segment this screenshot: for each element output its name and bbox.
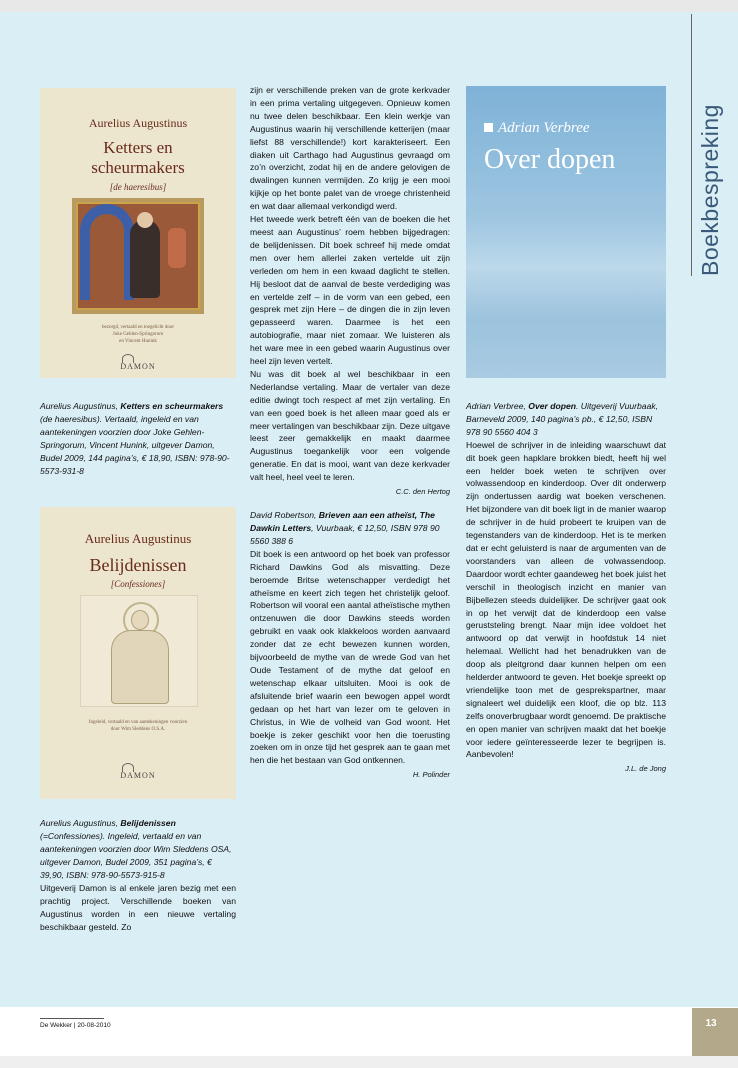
verbree-review-text: Hoewel de schrijver in de inleiding waarschuwt dat dit boek geen hapklare brokken biedt, heeft hij wel een helder boek weten te schrijven over volwassendoop en kinderdoop. Over dit onderwerp zijn ondertussen aardig wat boeken verschenen. Het bijzondere van dit boek ligt in de manier waarop de schrijver in de huid probeert te kruipen van de tegenstanders van de kinderdoop. Het is te merken dat er echt geluisterd is naar de argumenten van de voorstanders van alleen de volwassendoop. Daardoor wordt echter gaandeweg het boek juist het verschil in theologisch inzicht en manier van Bijbellezen steeds duidelijker. De schrijver gaat ook in op het verwijt dat de kinderdoop een valse geruststeling brengt. Naar mijn idee voldoet het antwoord op dat verwijt in hoofdstuk 14 niet helemaal. Wellicht had het benadrukken van de doop als pleitgrond daar kunnen helpen om een helderder antwoord te geven. Het boekje spreekt op vriendelijke toon met de gesprekspartner, maar signaleert wel duidelijk een kloof, die op blz. 113 zelfs onoverbrugbaar wordt genoemd. De praktische en open manier van schrijven maakt dat het boekje voor iedere geïnteresseerde lezer te begrijpen is. Aanbevolen! [466, 439, 666, 760]
illumination-face [137, 212, 153, 228]
cover-publisher: DAMON [120, 362, 156, 371]
illumination-letter-shape [80, 204, 134, 300]
caption-author: Adrian Verbree, [466, 401, 529, 411]
cover-title: Belijdenissen [89, 555, 187, 576]
section-title [685, 14, 725, 276]
section-title-rule [691, 14, 692, 276]
section-title-text: Boekbespreking [697, 104, 723, 276]
cover-credit-line3: en Vincent Hunink [119, 339, 157, 344]
cover-subtitle: [Confessiones] [110, 579, 166, 590]
cover-subtitle: [de haeresibus] [109, 182, 167, 192]
signature-dejong: J.L. de Jong [625, 764, 666, 774]
signature-polinder: H. Polinder [412, 770, 450, 780]
caption-details: (=Confessiones). Ingeleid, vertaald en van aantekeningen voorzien door Wim Sleddens OSA, uitgever Damon, Budel 2009, 351 pagina’s, € 39,90, ISBN: 978-90-5573-915-8 [40, 831, 232, 881]
illuminated-letter-image [72, 198, 204, 314]
cover-author-text: Adrian Verbree [498, 120, 590, 136]
caption-belijdenissen [40, 817, 236, 882]
caption-author: David Robertson, [250, 510, 319, 521]
cover-credit-line1: Ingeleid, vertaald en van aantekeningen voorzien [88, 720, 188, 726]
page-number-box [692, 1008, 738, 1056]
augustinus-paragraph-3: Nu was dit boek al wel beschikbaar in een Nederlandse vertaling. Maar de vertaler van deze editie dwingt toch respect af met zijn vertaling. En van een goed boek is het alleen maar goed als er meer vertalingen van beschikbaar zijn. Deze uitgave leest zeer gemakkelijk en maakt daarmee Augustinus toegankelijk voor een volgende generatie. En dat is mooi, want van deze kerkvader valt heel, heel veel te leren. [250, 368, 450, 483]
column-middle [250, 84, 450, 786]
cover-title: Over dopen [484, 144, 616, 175]
cover-publisher: DAMON [120, 771, 156, 781]
caption-details: (de haeresibus). Vertaald, ingeleid en van aantekeningen voorzien door Joke Gehlen-Springorum, Vincent Hunink, uitgever Damon, Budel 2009, 144 pagina’s, € 18,90, ISBN: 978-90-5573-931-8 [40, 413, 230, 476]
caption-author: Aurelius Augustinus, [40, 818, 121, 829]
book-cover-belijdenissen [40, 507, 236, 799]
caption-title: Ketters en scheurmakers [120, 401, 224, 411]
illumination-demon [168, 228, 186, 268]
column-left [40, 86, 236, 934]
book-cover-ketters [40, 88, 236, 378]
caption-robertson [250, 509, 450, 548]
page-number: 13 [705, 1018, 717, 1029]
cover-title-line2: scheurmakers [91, 158, 185, 177]
signature-hertog: C.C. den Hertog [395, 487, 450, 497]
bottom-strip [0, 1056, 738, 1068]
augustinus-paragraph-1: zijn er verschillende preken van de grote kerkvader in een prima vertaling uitgegeven. Opnieuw komen nu twee delen beschikbaar. Een klein werkje van Augustinus waarin hij verschillende ketterijen (maar liefst 88 verschillende!) kort karakteriseert. Een diaken uit Carthago had Augustinus gevraagd om zo’n overzicht, zodat hij en de andere gelovigen de dwalingen kunnen vermijden. Zo krijg je een mooi kijkje op het bonte palet van de vroege christenheid en wat daar allemaal verkondigd werd. [250, 85, 450, 212]
caption-author: Aurelius Augustinus, [40, 401, 121, 411]
robertson-review-text: Dit boek is een antwoord op het boek van professor Richard Dawkins God als misvatting. Deze beroemde Britse wetenschapper verdedigt het atheïsme en keert zich tegen het christelijk geloof. Robertson wil vooral een aantal atheïstische mythen ontzenuwen die door Dawkins steeds worden gebruikt en vaak ook klakkeloos worden aanvaard zonder dat ze echt bewezen kunnen worden, bijvoorbeeld de mythe van de wrede God van het Oude Testament of de mythe dat geloof en wetenschap elkaar uitsluiten. Mooi is ook de afsluitende brief waarin een bewogen appel wordt gedaan op het hart van lezer om te geloven in Christus, in Wie de volheid van God woont. Het boekje is zeker geschikt voor hen die toerusting zoeken om in onze tijd het gesprek aan te gaan met hen die het bestaan van God ontkennen. [250, 548, 450, 766]
top-bar [0, 0, 738, 12]
caption-title: Belijdenissen [120, 818, 176, 829]
footer-rule [40, 1018, 104, 1019]
footer-source: De Wekker | 20-08-2010 [40, 1022, 111, 1029]
cover-credit-line2: Joke Gehlen-Springorum [112, 332, 164, 337]
caption-title: Over dopen [528, 401, 577, 411]
caption-verbree [466, 400, 666, 439]
caption-details: , Vuurbaak, € 12,50, ISBN 978 90 5560 388 6 [250, 523, 440, 546]
augustinus-paragraph-2: Het tweede werk betreft één van de boeken die het meest aan Augustinus’ roem hebben bijgedragen: de belijdenissen. Dit boek schreef hij mede omdat men over hem allerlei zaken vertelde uit zijn verleden om hem in een kwaad daglicht te stellen. Hij besloot dat de aanval de beste verdediging was en vertelde zelf – in de vorm van een gebed, een gesprek met zijn Here – de dingen die in zijn leven gepasseerd waren. Daarmee is het een autobiografie, maar niet zomaar. We luisteren als het ware mee in een gebed waarin Augustinus over heel zijn leven vertelt. [250, 214, 450, 367]
cover-author: Aurelius Augustinus [88, 116, 188, 130]
cover-credit-line2: door Wim Sleddens O.S.A. [110, 727, 166, 733]
cover-author: Aurelius Augustinus [84, 531, 192, 547]
cover-author [484, 120, 590, 137]
illumination-monk [130, 220, 160, 298]
augustinus-intro-text: Uitgeverij Damon is al enkele jaren bezig met een prachtig project. Verschillende boeken van Augustinus worden in een nieuwe vertaling beschikbaar gesteld. Zo [40, 882, 236, 932]
cover-credit-line1: bezorgd, vertaald en toegelicht door [102, 325, 174, 330]
caption-ketters [40, 400, 236, 477]
square-bullet-icon [484, 123, 493, 132]
caption-details: . Uitgeverij Vuurbaak, Barneveld 2009, 140 pagina’s pb., € 12,50, ISBN 978 90 5560 404 3 [466, 401, 659, 437]
column-right [466, 86, 666, 780]
caption-title: Brieven aan een atheïst, The Dawkin Letters [250, 510, 435, 533]
saint-drawing-image [80, 595, 198, 707]
saint-body [111, 630, 169, 704]
cover-title-line1: Ketters en [103, 138, 173, 157]
book-cover-over-dopen [466, 86, 666, 378]
